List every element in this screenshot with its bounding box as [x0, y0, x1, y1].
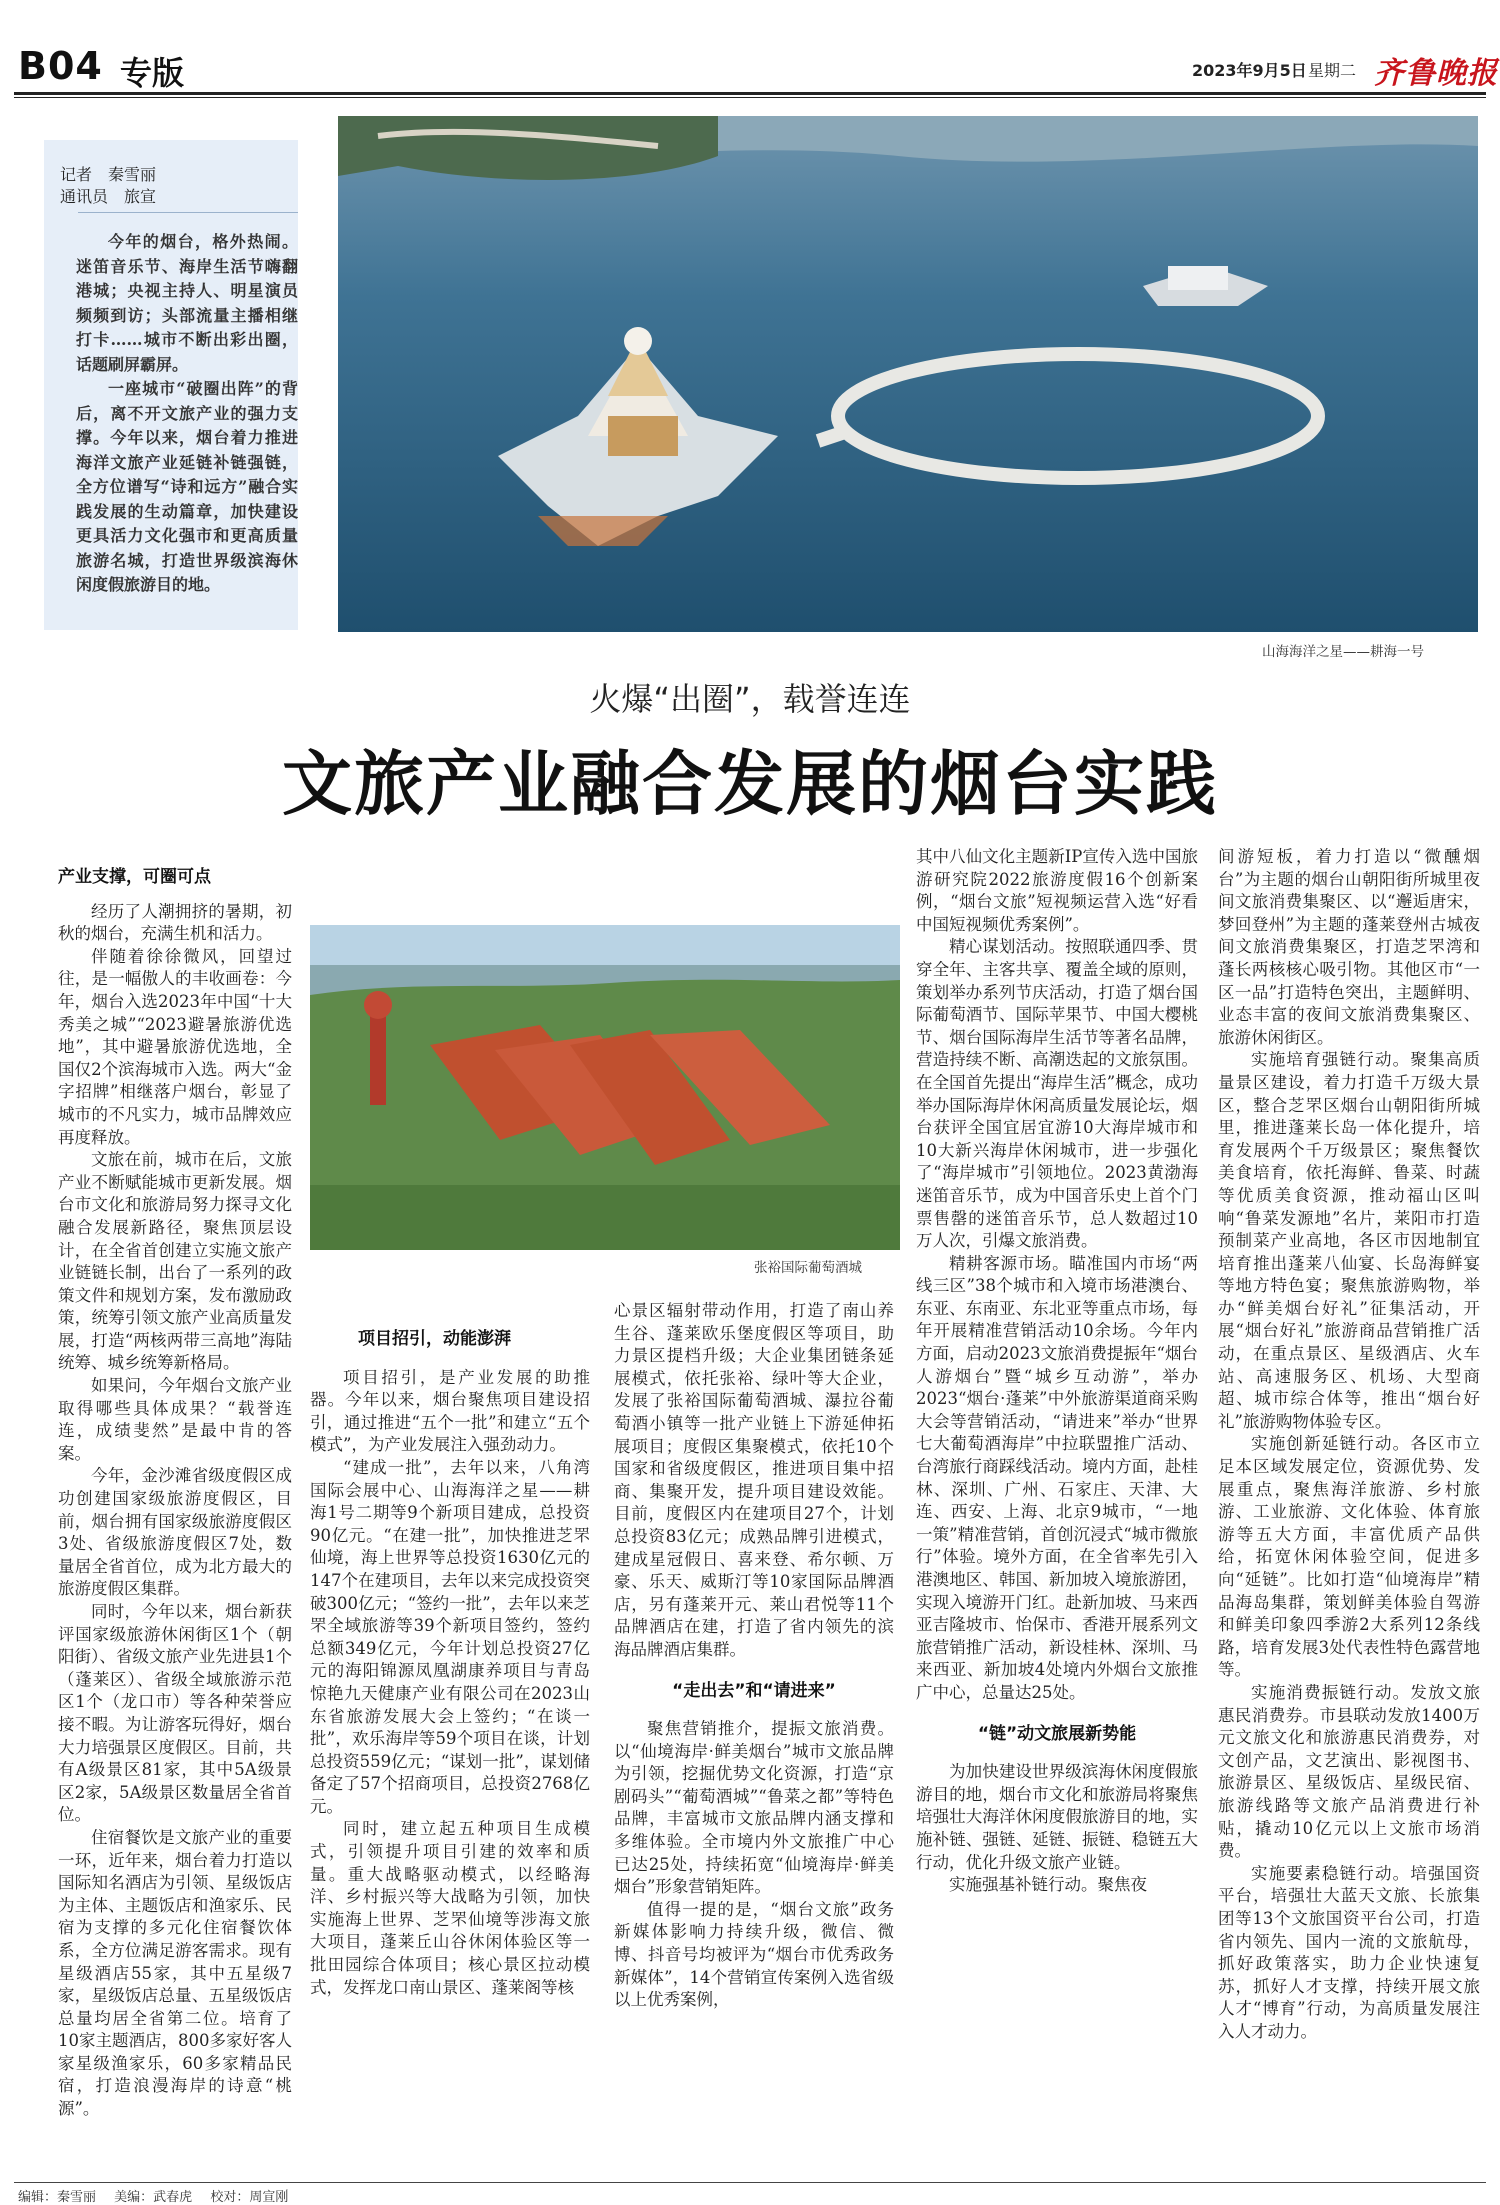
- article-column-3: [614, 1300, 894, 2012]
- photo-ocean-star-platform: [338, 116, 1478, 632]
- body-paragraph: 实施培育强链行动。聚集高质量景区建设，着力打造千万级大景区，整合芝罘区烟台山朝阳街所城里，推进蓬莱长岛一体化提升，培育发展两个千万级景区；聚焦餐饮美食培育，依托海鲜、鲁菜、时蔬等优质美食资源，推动福山区叫响“鲁菜发源地”名片，莱阳市打造预制菜产业高地，各区市因地制宜培育推出蓬莱八仙宴、长岛海鲜宴等地方特色宴；聚焦旅游购物，举办“鲜美烟台好礼”征集活动，开展“烟台好礼”旅游商品营销推广活动，在重点景区、星级酒店、火车站、高速服务区、机场、大型商超、城市综合体等，推出“烟台好礼”旅游购物体验专区。: [1218, 1050, 1480, 1431]
- body-paragraph: 实施创新延链行动。各区市立足本区域发展定位，资源优势、发展重点，聚焦海洋旅游、乡村旅游、工业旅游、文化体验、体育旅游等五大方面，丰富优质产品供给，拓宽休闲体验空间，促进多向“延链”。比如打造“仙境海岸”精品海岛集群，策划鲜美体验自驾游和鲜美印象四季游2大系列12条线路，培育发展3处代表性特色露营地等。: [1218, 1434, 1480, 1680]
- body-paragraph: “建成一批”，去年以来，八角湾国际会展中心、山海海洋之星——耕海1号二期等9个新项目建成，总投资90亿元。“在建一批”，加快推进芝罘仙境，海上世界等总投资1630亿元的147个在建项目，去年以来完成投资突破300亿元；“签约一批”，去年以来芝罘全域旅游等39个新项目签约，签约总额349亿元，今年计划总投资27亿元的海阳锦源凤凰湖康养项目与青岛惊艳九天健康产业有限公司在2023山东省旅游发展大会上签约；“在谈一批”，欢乐海岸等59个项目在谈，计划总投资559亿元；“谋划一批”，谋划储备定了57个招商项目，总投资2768亿元。: [310, 1457, 590, 1816]
- section-heading: “走出去”和“请进来”: [672, 1680, 836, 1701]
- body-paragraph: 实施强基补链行动。聚焦夜: [949, 1875, 1147, 1895]
- body-paragraph: 经历了人潮拥挤的暑期，初秋的烟台，充满生机和活力。: [58, 901, 292, 944]
- body-paragraph: 间游短板，着力打造以“微醺烟台”为主题的烟台山朝阳街所城里夜间文旅消费集聚区、以“邂逅唐宋，梦回登州”为主题的蓬莱登州古城夜间文旅消费集聚区，打造芝罘湾和蓬长两核核心吸引物。其他区市“一区一品”打造特色突出，主题鲜明、业态丰富的夜间文旅消费集聚区、旅游休闲街区。: [1218, 847, 1480, 1047]
- body-paragraph: 项目招引，是产业发展的助推器。今年以来，烟台聚焦项目建设招引，通过推进“五个一批”和建立“五个模式”，为产业发展注入强劲动力。: [310, 1367, 590, 1455]
- section-heading: 产业支撑，可圈可点: [58, 867, 211, 887]
- body-paragraph: 同时，建立起五种项目生成模式，引领提升项目引建的效率和质量。重大战略驱动模式，以经略海洋、乡村振兴等大战略为引领，加快实施海上世界、芝罘仙境等涉海文旅大项目，蓬莱丘山谷休闲体验区等一批田园综合体项目；核心景区拉动模式，发挥龙口南山景区、蓬莱阁等核: [310, 1819, 590, 1997]
- designer-credit: 美编：武春虎: [114, 2190, 193, 2205]
- body-paragraph: 其中八仙文化主题新IP宣传入选中国旅游研究院2022旅游度假16个创新案例，“烟台文旅”短视频运营入选“好看中国短视频优秀案例”。: [916, 847, 1198, 934]
- intro-divider: [78, 212, 298, 213]
- body-paragraph: 文旅在前，城市在后，文旅产业不断赋能城市更新发展。烟台市文化和旅游局努力探寻文化融合发展新路径，聚焦顶层设计，在全省首创建立实施文旅产业链链长制，出台了一系列的政策文件和规划方案，发布激励政策，统筹引领文旅产业高质量发展，打造“两核两带三高地”海陆统筹、城乡统筹新格局。: [58, 1150, 292, 1373]
- header-rule-thin: [14, 97, 1486, 98]
- body-paragraph: 伴随着徐徐微风，回望过往，是一幅傲人的丰收画卷：今年，烟台入选2023年中国“十大秀美之城”“2023避暑旅游优选地”，其中避暑旅游优选地，全国仅2个滨海城市入选。两大“金字招牌”相继落户烟台，彰显了城市的不凡实力，城市品牌效应再度释放。: [58, 946, 292, 1147]
- issue-date: 2023年9月5日: [1192, 61, 1307, 80]
- proofreader-credit: 校对：周宣刚: [210, 2190, 289, 2205]
- article-column-1: [58, 860, 292, 2121]
- body-paragraph: 为加快建设世界级滨海休闲度假旅游目的地，烟台市文化和旅游局将聚焦培强壮大海洋休闲度假旅游目的地，实施补链、强链、延链、振链、稳链五大行动，优化升级文旅产业链。: [916, 1762, 1198, 1872]
- intro-body: [76, 230, 298, 598]
- page-number: B04: [18, 44, 103, 88]
- article-column-2: [310, 1328, 590, 1999]
- intro-paragraph: 一座城市“破圈出阵”的背后，离不开文旅产业的强力支撑。今年以来，烟台着力推进海洋文旅产业延链补链强链，全方位谱写“诗和远方”融合实践发展的生动篇章，加快建设更具活力文化强市和更高质量旅游名城，打造世界级滨海休闲度假旅游目的地。: [76, 379, 298, 594]
- photo1-caption: 山海海洋之星——耕海一号: [1262, 644, 1424, 660]
- reporter-credit: 记者 秦雪丽: [60, 165, 157, 184]
- header-rule: [14, 92, 1486, 95]
- body-paragraph: 心景区辐射带动作用，打造了南山养生谷、蓬莱欧乐堡度假区等项目，助力景区提档升级；大企业集团链条延展模式，依托张裕、绿叶等大企业，发展了张裕国际葡萄酒城、瀑拉谷葡萄酒小镇等一批产业链上下游延伸拓展项目；度假区集聚模式，依托10个国家和省级度假区，推进项目集中招商、集聚开发，提升项目建设效能。目前，度假区内在建项目27个，计划总投资83亿元；成熟品牌引进模式，建成星冠假日、喜来登、希尔顿、万豪、乐天、威斯汀等10家国际品牌酒店，另有蓬莱开元、莱山君悦等11个品牌酒店在建，打造了省内领先的滨海品牌酒店集群。: [614, 1301, 894, 1659]
- section-heading: 项目招引，动能澎湃: [358, 1329, 511, 1349]
- photo2-caption: 张裕国际葡萄酒城: [754, 1260, 862, 1276]
- body-paragraph: 今年，金沙滩省级度假区成功创建国家级旅游度假区，目前，烟台拥有国家级旅游度假区3处、省级旅游度假区7处，数量居全省首位，成为北方最大的旅游度假区集群。: [58, 1466, 292, 1599]
- intro-paragraph: 今年的烟台，格外热闹。迷笛音乐节、海岸生活节嗨翻港城；央视主持人、明星演员频频到访；头部流量主播相继打卡……城市不断出彩出圈，话题刷屏霸屏。: [76, 232, 298, 374]
- correspondent-credit: 通讯员 旅宣: [60, 187, 157, 206]
- body-paragraph: 如果问，今年烟台文旅产业取得哪些具体成果？“载誉连连，成绩斐然”是最中肯的答案。: [58, 1376, 292, 1463]
- wine-city-illustration: [310, 925, 900, 1250]
- body-paragraph: 实施消费振链行动。发放文旅惠民消费券。市县联动发放1400万元文旅文化和旅游惠民消费券，对文创产品，文艺演出、影视图书、旅游景区、星级饭店、星级民宿、旅游线路等文旅产品消费进行补贴，撬动10亿元以上文旅市场消费。: [1218, 1682, 1480, 1861]
- body-paragraph: 精耕客源市场。瞄准国内市场“两线三区”38个城市和入境市场港澳台、东亚、东南亚、东北亚等重点市场，每年开展精准营销活动10余场。今年内方面，启动2023文旅消费提振年“烟台人游烟台”暨“城乡互动游”，举办2023“烟台·蓬莱”中外旅游渠道商采购大会等营销活动，“请进来”举办“世界七大葡萄酒海岸”中拉联盟推广活动、台湾旅行商踩线活动。境内方面，赴桂林、深圳、广州、石家庄、天津、大连、西安、上海、北京9城市，“一地一策”精准营销，首创沉浸式“城市微旅行”体验。境外方面，在全省率先引入港澳地区、韩国、新加坡入境旅游团，实现入境游开门红。赴新加坡、马来西亚吉隆坡市、怡保市、香港开展系列文旅营销推广活动，新设桂林、深圳、马来西亚、新加坡4处境内外烟台文旅推广中心，总量达25处。: [916, 1253, 1198, 1702]
- headline-subtitle: 火爆“出圈”，载誉连连: [589, 680, 911, 718]
- issue-weekday: 星期二: [1308, 61, 1357, 80]
- photo-wine-city: [310, 925, 900, 1250]
- editor-credit: 编辑：秦雪丽: [18, 2190, 97, 2205]
- footer-rule: [14, 2182, 1486, 2183]
- body-paragraph: 值得一提的是，“烟台文旅”政务新媒体影响力持续升级，微信、微博、抖音号均被评为“烟台市优秀政务新媒体”，14个营销宣传案例入选省级以上优秀案例，: [614, 1899, 894, 2010]
- section-name: 专版: [120, 54, 185, 92]
- section-heading: “链”动文旅展新势能: [977, 1723, 1137, 1744]
- body-paragraph: 精心谋划活动。按照联通四季、贯穿全年、主客共享、覆盖全域的原则，策划举办系列节庆活动，打造了烟台国际葡萄酒节、国际苹果节、中国大樱桃节、烟台国际海岸生活节等著名品牌，营造持续不断、高潮迭起的文旅氛围。在全国首先提出“海岸生活”概念，成功举办国际海岸休闲高质量发展论坛，烟台获评全国宜居宜游10大海岸城市和10大新兴海岸休闲城市，进一步强化了“海岸城市”引领地位。2023黄渤海迷笛音乐节，成为中国音乐史上首个门票售罄的迷笛音乐节，总人数超过10万人次，引爆文旅消费。: [916, 937, 1198, 1251]
- body-paragraph: 实施要素稳链行动。培强国资平台，培强壮大蓝天文旅、长旅集团等13个文旅国资平台公司，打造省内领先、国内一流的文旅航母，抓好政策落实，助力企业快速复苏，抓好人才支撑，持续开展文旅人才“博育”行动，为高质量发展注入人才动力。: [1218, 1863, 1480, 2041]
- footer-credits: [18, 2186, 302, 2205]
- article-column-4: [916, 846, 1198, 1897]
- body-paragraph: 聚焦营销推介，提振文旅消费。以“仙境海岸·鲜美烟台”城市文旅品牌为引领，挖掘优势文化资源，打造“京剧码头”“葡萄酒城”“鲁菜之都”等特色品牌，丰富城市文旅品牌内涵支撑和多维体验。全市境内外文旅推广中心已达25处，持续拓宽“仙境海岸·鲜美烟台”形象营销矩阵。: [614, 1719, 894, 1897]
- body-paragraph: 同时，今年以来，烟台新获评国家级旅游休闲街区1个（朝阳街）、省级文旅产业先进县1个（蓬莱区）、省级全域旅游示范区1个（龙口市）等各种荣誉应接不暇。为让游客玩得好，烟台大力培强景区度假区。目前，共有A级景区81家，其中5A级景区2家，5A级景区数量居全省首位。: [58, 1602, 292, 1825]
- headline-title: 文旅产业融合发展的烟台实践: [282, 742, 1218, 825]
- body-paragraph: 住宿餐饮是文旅产业的重要一环，近年来，烟台着力打造以国际知名酒店为引领、星级饭店为主体、主题饭店和渔家乐、民宿为支撑的多元化住宿餐饮体系，全方位满足游客需求。现有星级酒店55家，其中五星级7家，星级饭店总量、五星级饭店总量均居全省第二位。培育了10家主题酒店，800多家好客人家星级渔家乐，60多家精品民宿，打造浪漫海岸的诗意“桃源”。: [58, 1827, 292, 2119]
- article-column-5: [1218, 846, 1480, 2043]
- newspaper-logo: 齐鲁晚报: [1374, 56, 1498, 91]
- ocean-platform-illustration: [338, 116, 1478, 632]
